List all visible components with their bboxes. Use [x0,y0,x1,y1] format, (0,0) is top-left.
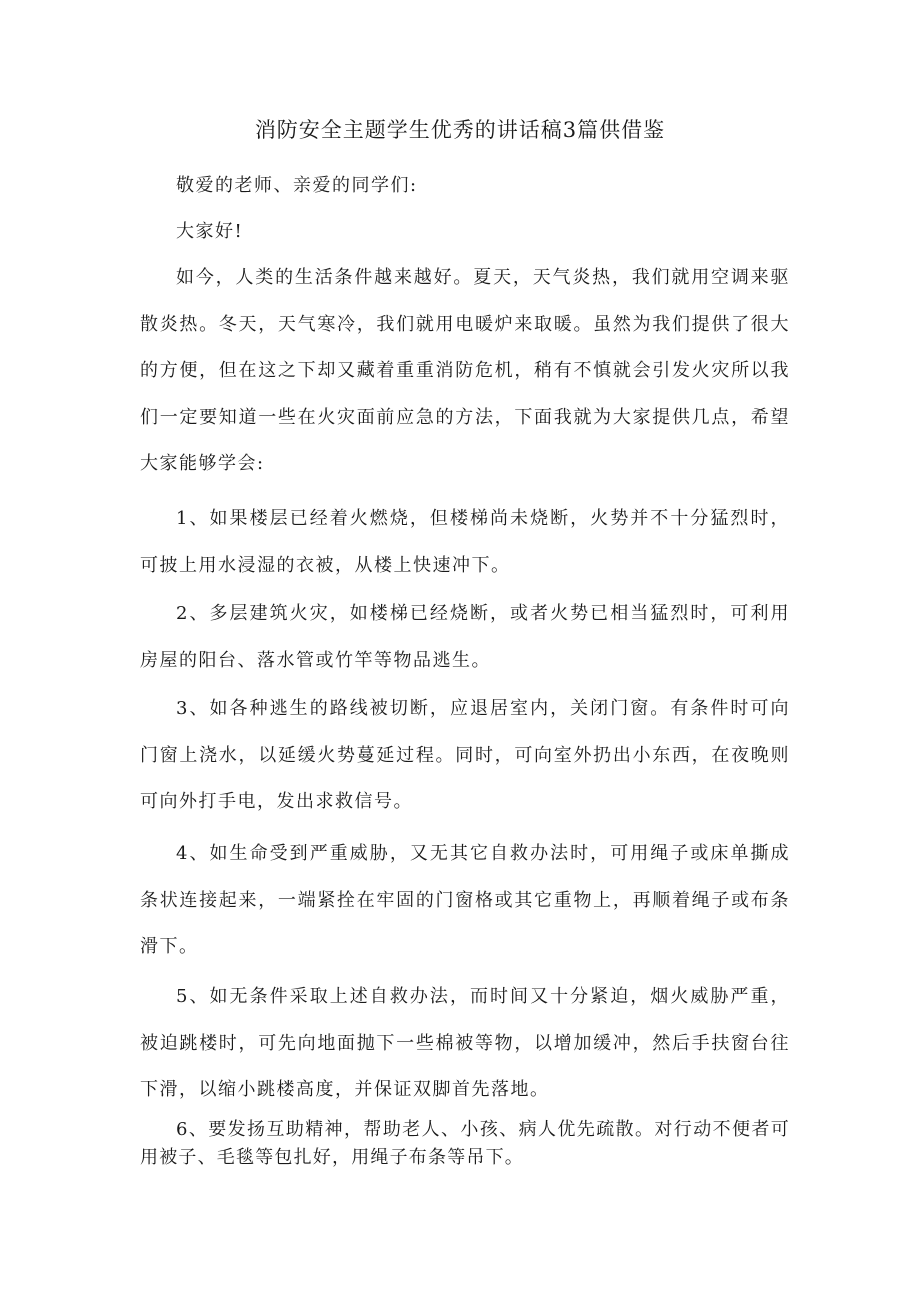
list-item-3: 3、如各种逃生的路线被切断，应退居室内，关闭门窗。有条件时可向门窗上浇水，以延缓火势蔓延过程。同时，可向室外扔出小东西，在夜晚则可向外打手电，发出求救信号。 [140,698,790,812]
list-item-1: 1、如果楼层已经着火燃烧，但楼梯尚未烧断，火势并不十分猛烈时，可披上用水浸湿的衣被，从楼上快速冲下。 [140,508,790,576]
list-item-6: 6、要发扬互助精神，帮助老人、小孩、病人优先疏散。对行动不便者可用被子、毛毯等包扎好，用绳子布条等吊下。 [140,1119,790,1168]
list-item-2: 2、多层建筑火灾，如楼梯已经烧断，或者火势已相当猛烈时，可利用房屋的阳台、落水管或竹竿等物品逃生。 [140,603,790,671]
greeting: 大家好! [176,221,244,242]
intro-paragraph: 如今，人类的生活条件越来越好。夏天，天气炎热，我们就用空调来驱散炎热。冬天，天气寒冷，我们就用电暖炉来取暖。虽然为我们提供了很大的方便，但在这之下却又藏着重重消防危机，稍有不慎就会引发火灾所以我们一定要知道一些在火灾面前应急的方法，下面我就为大家提供几点，希望大家能够学会: [140,267,790,474]
salutation: 敬爱的老师、亲爱的同学们: [176,175,418,196]
list-item-4: 4、如生命受到严重威胁，又无其它自救办法时，可用绳子或床单撕成条状连接起来，一端紧拴在牢固的门窗格或其它重物上，再顺着绳子或布条滑下。 [140,843,790,957]
document-title: 消防安全主题学生优秀的讲话稿3篇供借鉴 [254,118,666,142]
list-item-5: 5、如无条件采取上述自救办法，而时间又十分紧迫，烟火威胁严重，被迫跳楼时，可先向地面抛下一些棉被等物，以增加缓冲，然后手扶窗台往下滑，以缩小跳楼高度，并保证双脚首先落地。 [140,986,790,1100]
